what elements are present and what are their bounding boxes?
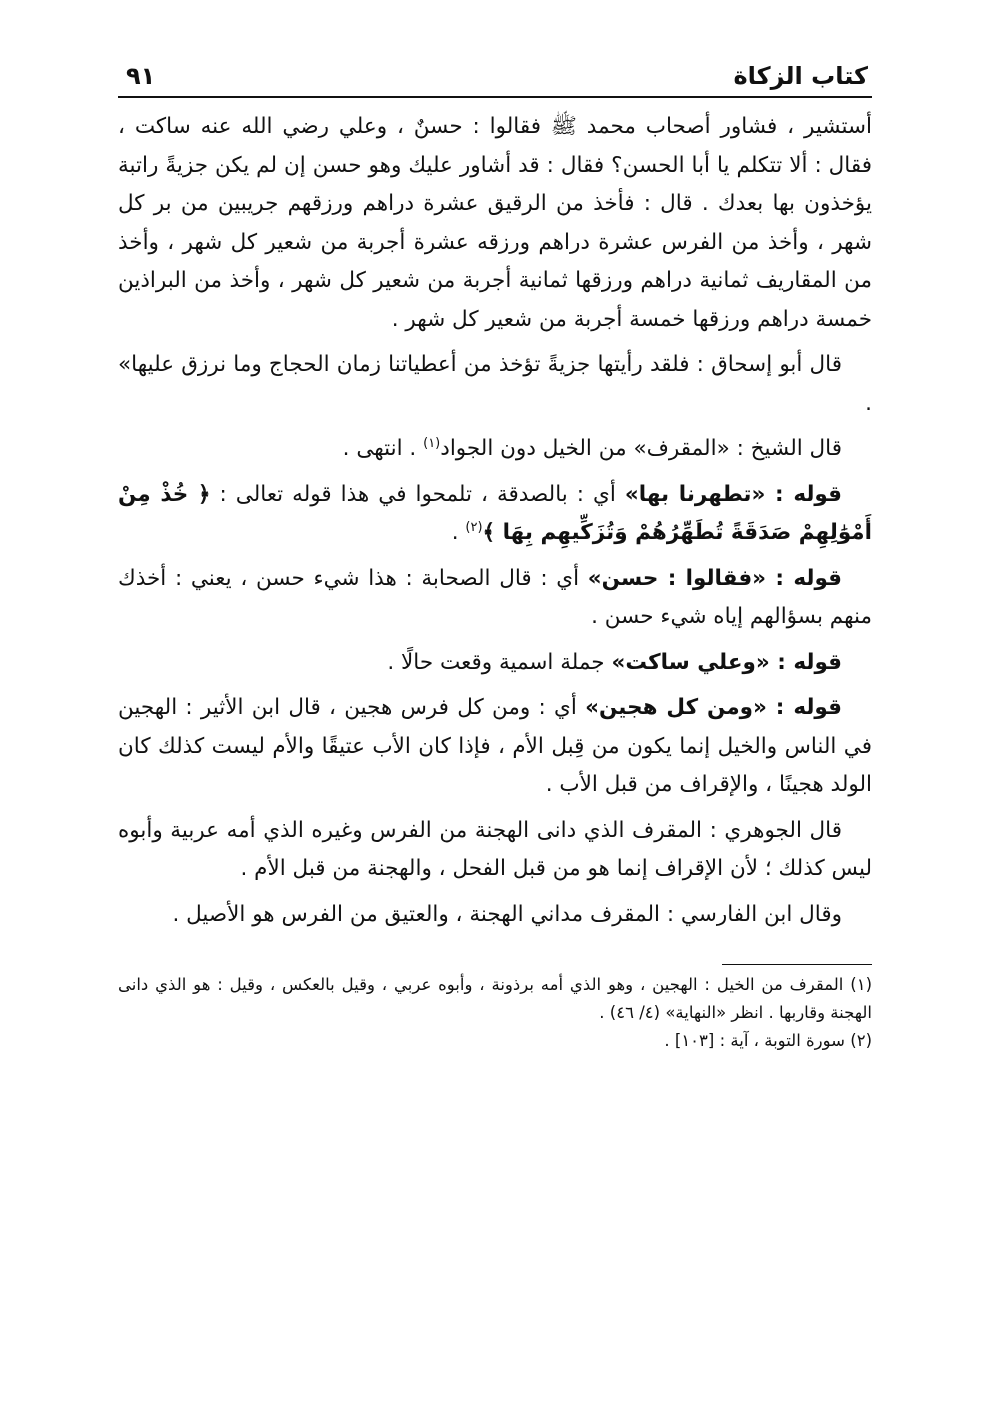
paragraph-text: قال أبو إسحاق : فلقد رأيتها جزيةً تؤخذ من أعطياتنا زمان الحجاج وما نرزق عليها» . — [118, 352, 872, 416]
paragraph-wa-ali — [118, 644, 872, 683]
lemma: قوله : «تطهرنا بها» — [624, 481, 842, 507]
running-header — [118, 60, 872, 94]
paragraph-abu-ishaq — [118, 346, 872, 423]
paragraph-farisi — [118, 896, 872, 935]
footnote-separator — [722, 964, 872, 965]
chapter-title: كتاب الزكاة — [733, 62, 868, 90]
paragraph-text: أي : بالصدقة ، تلمحوا في هذا قوله تعالى : — [210, 481, 625, 507]
paragraph-text: قال الشيخ : «المقرف» من الخيل دون الجواد — [440, 436, 842, 461]
header-rule — [118, 96, 872, 98]
paragraph-jawhari — [118, 812, 872, 889]
page-number: ٩١ — [126, 62, 156, 90]
body-text — [118, 108, 872, 934]
paragraph-tathurna — [118, 476, 872, 553]
footnote-ref-2[interactable]: (٢) — [465, 519, 483, 535]
lemma: قوله : «فقالوا : حسن» — [587, 565, 842, 591]
paragraph-shaykh — [118, 430, 872, 469]
paragraph-hajin — [118, 689, 872, 805]
paragraph-text: وقال ابن الفارسي : المقرف مداني الهجنة ، والعتيق من الفرس هو الأصيل . — [172, 901, 842, 927]
lemma: قوله : «وعلي ساكت» — [611, 649, 842, 675]
footnotes — [118, 971, 872, 1055]
paragraph-text: أستشير ، فشاور أصحاب محمد ﷺ فقالوا : حسنٌ ، وعلي رضي الله عنه ساكت ، فقال : ألا تتكلم يا أبا الحسن؟ فقال : قد أشاور عليك وهو حسن إن لم يكن جزيةً راتبة يؤخذون بها بعدك . قال : فأخذ من الرقيق عشرة دراهم ورزقهم جريبين من بر كل شهر ، وأخذ من الفرس عشرة دراهم ورزقه عشرة أجربة من شعير كل شهر ، وأخذ من المقاريف ثمانية دراهم ورزقها ثمانية أجربة من شعير كل شهر ، وأخذ من البراذين خمسة دراهم ورزقها خمسة أجربة من شعير كل شهر . — [118, 114, 872, 332]
paragraph-continuation — [118, 108, 872, 339]
footnote-2: (٢) سورة التوبة ، آية : [١٠٣] . — [664, 1031, 872, 1050]
paragraph-text: . انتهى . — [342, 436, 424, 461]
paragraph-text: جملة اسمية وقعت حالًا . — [387, 649, 612, 675]
footnote-ref-1[interactable]: (١) — [423, 435, 441, 451]
paragraph-text: أي : ومن كل فرس هجين ، قال ابن الأثير : الهجين في الناس والخيل إنما يكون من قِبل الأم ، فإذا كان الأب عتيقًا والأم ليست كذلك كان الولد هجينًا ، والإقراف من قبل الأب . — [118, 695, 872, 797]
paragraph-text: أي : قال الصحابة : هذا شيء حسن ، يعني : أخذك منهم بسؤالهم إياه شيء حسن . — [118, 565, 872, 629]
footnote-1: (١) المقرف من الخيل : الهجين ، وهو الذي أمه برذونة ، وأبوه عربي ، وقيل بالعكس ، وقيل : هو الذي دانى الهجنة وقاربها . انظر «النهاية» (٤/ ٤٦) . — [118, 975, 872, 1022]
paragraph-text: قال الجوهري : المقرف الذي دانى الهجنة من الفرس وغيره الذي أمه عربية وأبوه ليس كذلك ؛ لأن الإقراف إنما هو من قبل الفحل ، والهجنة من قبل الأم . — [118, 817, 872, 881]
paragraph-text: . — [451, 520, 466, 545]
paragraph-faqalu — [118, 560, 872, 637]
quran-verse: ﴿ خُذْ مِنْ أَمْوَٰلِهِمْ صَدَقَةً تُطَهِّرُهُمْ وَتُزَكِّيهِم بِهَا ﴾ — [118, 481, 872, 545]
lemma: قوله : «ومن كل هجين» — [585, 695, 842, 720]
